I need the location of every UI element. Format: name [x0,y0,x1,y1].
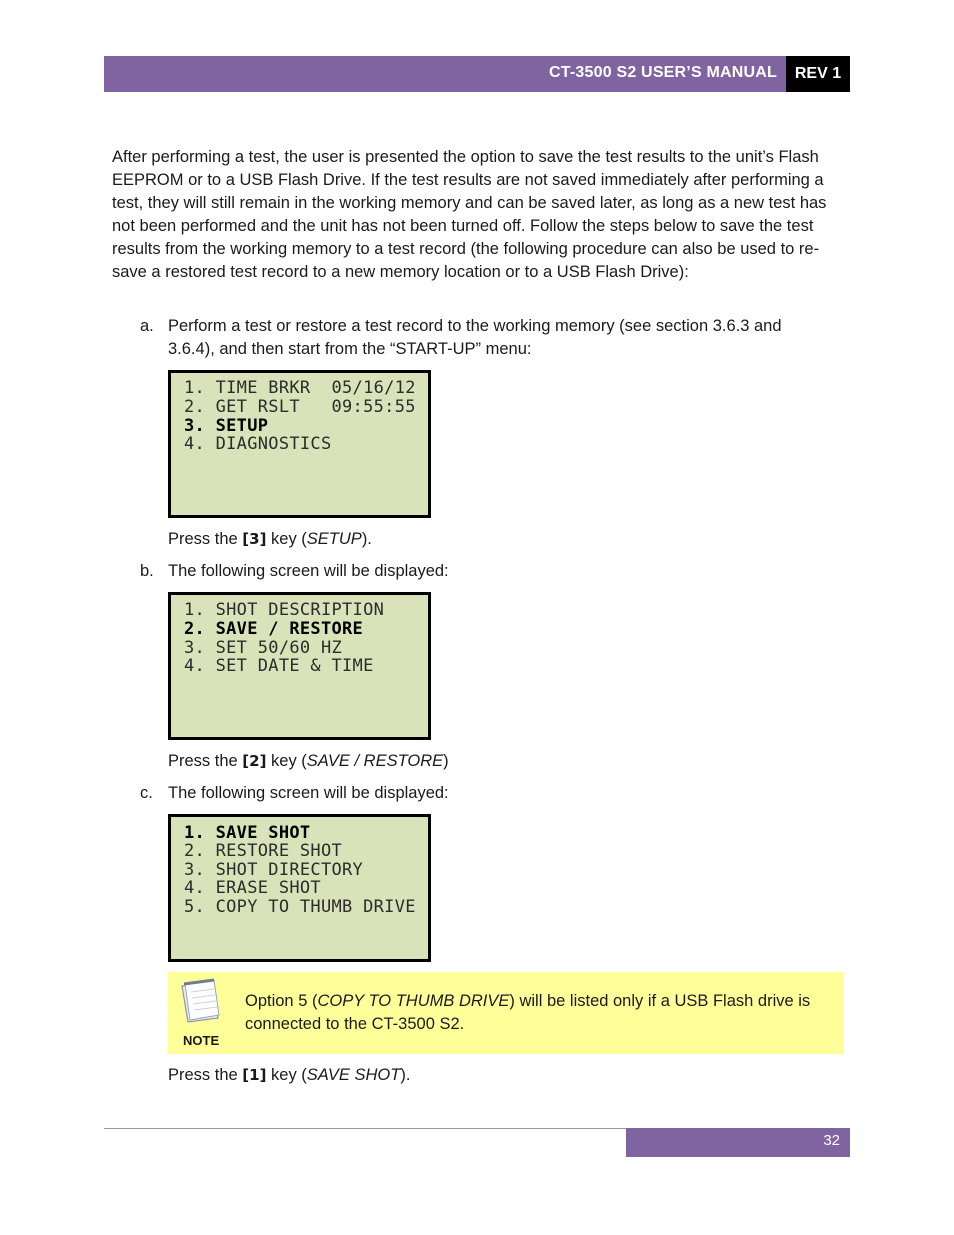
lcd-line: 2. RESTORE SHOT [184,841,343,861]
step-text: The following screen will be displayed: [168,562,449,580]
press-text: ). [400,1066,411,1084]
lcd-line: 1. TIME BRKR 05/16/12 [184,378,416,398]
press-instruction-b [168,750,449,773]
press-text: key ( [266,752,307,770]
press-text: ) [443,752,449,770]
lcd-line: 3. SET 50/60 HZ [184,638,343,658]
lcd-line: 5. COPY TO THUMB DRIVE [184,897,416,917]
lcd-line: 2. GET RSLT 09:55:55 [184,397,416,417]
revision-badge: REV 1 [786,56,850,92]
step-a [140,315,828,361]
lcd-line-selected: 1. SAVE SHOT [184,823,311,843]
key-function: SAVE / RESTORE [306,752,444,770]
press-text: Press the [168,1066,243,1084]
key-function: SETUP [306,530,362,548]
step-c [140,782,828,805]
step-letter: c. [140,784,153,802]
lcd-screen-setup [168,592,431,740]
lcd-line-selected: 3. SETUP [184,416,269,436]
press-text: Press the [168,530,243,548]
press-instruction-a [168,528,372,551]
step-text: The following screen will be displayed: [168,784,449,802]
header-bar [104,56,786,92]
key-function: SAVE SHOT [306,1066,401,1084]
lcd-line: 4. SET DATE & TIME [184,656,374,676]
lcd-line: 4. ERASE SHOT [184,878,321,898]
notepad-icon [178,978,222,1024]
manual-title: CT-3500 S2 USER’S MANUAL [549,64,777,81]
step-b [140,560,828,583]
note-emphasis: COPY TO THUMB DRIVE [317,992,510,1010]
press-text: ). [361,530,372,548]
footer-bar [626,1128,850,1157]
note-label: NOTE [183,1033,220,1048]
press-text: Press the [168,752,243,770]
step-text: Perform a test or restore a test record to the working memory (see section 3.6.3 and 3.6.4), and then start from the “START-UP” menu: [168,317,782,358]
lcd-screen-startup [168,370,431,518]
lcd-line: 3. SHOT DIRECTORY [184,860,364,880]
step-letter: b. [140,562,154,580]
key-label: [3] [242,530,267,548]
key-label: [2] [242,752,267,770]
press-text: key ( [266,530,307,548]
footer-divider [104,1128,626,1129]
lcd-screen-save-restore [168,814,431,962]
page-number: 32 [823,1132,840,1149]
lcd-line: 1. SHOT DESCRIPTION [184,600,385,620]
key-label: [1] [242,1066,267,1084]
note-text [245,990,825,1036]
lcd-line-selected: 2. SAVE / RESTORE [184,619,364,639]
note-text-part: ) will be listed only if a USB Flash drive is connected to the CT-3500 S2. [245,992,811,1033]
note-box [168,972,844,1054]
intro-paragraph: After performing a test, the user is presented the option to save the test results to the unit’s Flash EEPROM or to a USB Flash Drive. If the test results are not saved immediately after performing a test, they will still remain in the working memory and can be saved later, as long as a new test has not been performed and the unit has not been turned off. Follow the steps below to save the test results from the working memory to a test record (the following procedure can also be used to re-save a restored test record to a new memory location or to a USB Flash Drive): [112,148,827,281]
step-letter: a. [140,317,154,335]
press-instruction-c [168,1064,410,1087]
lcd-line: 4. DIAGNOSTICS [184,434,332,454]
press-text: key ( [266,1066,307,1084]
note-text-part: Option 5 ( [245,992,318,1010]
